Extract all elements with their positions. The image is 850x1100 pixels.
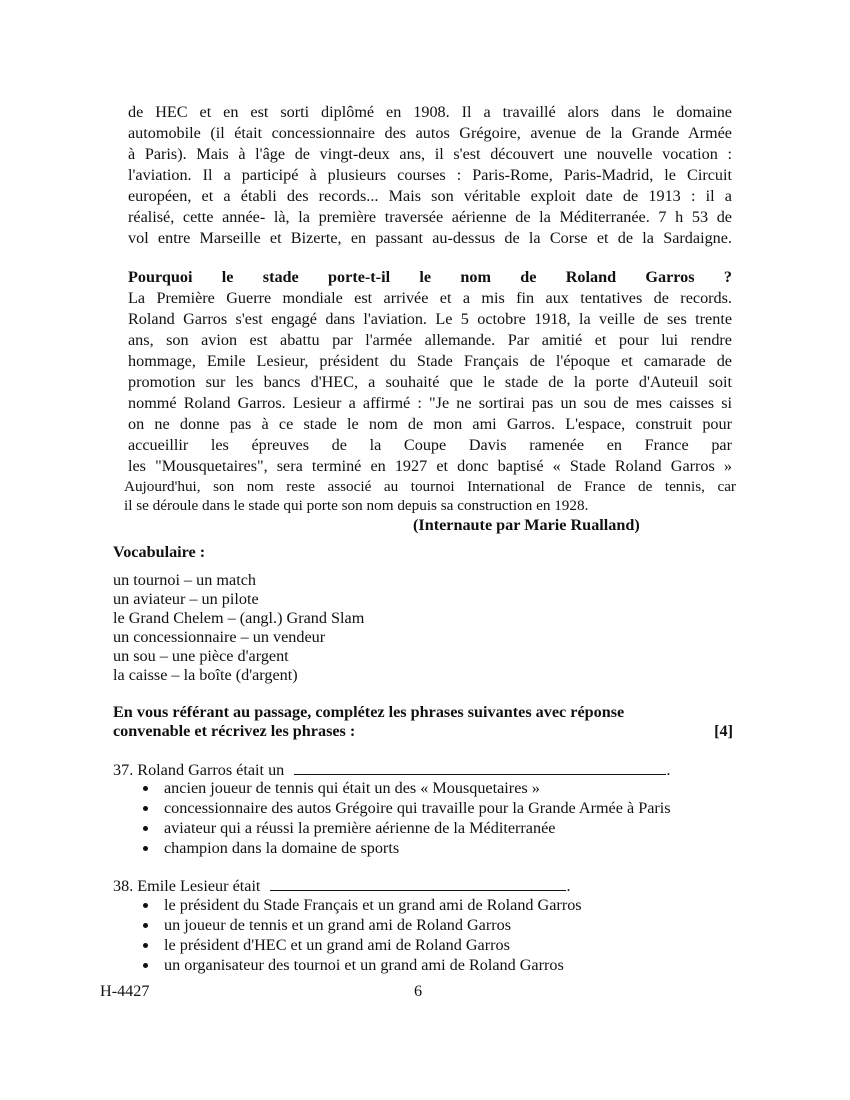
- passage-line: il se déroule dans le stade qui porte son nom depuis sa construction en 1928.: [124, 497, 589, 514]
- vocabulary-item: un concessionnaire – un vendeur: [113, 628, 326, 646]
- question-end: .: [566, 877, 571, 895]
- answer-blank: [294, 760, 666, 775]
- heading-word: ?: [723, 268, 732, 286]
- option-item: champion dans la domaine de sports: [140, 838, 671, 858]
- question-38-options: [140, 895, 582, 975]
- passage-line: vol entre Marseille et Bizerte, en passant au-dessus de la Corse et de la Sardaigne.: [128, 229, 732, 247]
- vocabulary-item: la caisse – la boîte (d'argent): [113, 666, 298, 684]
- question-instructions: [113, 703, 733, 741]
- question-end: .: [666, 761, 671, 779]
- passage-line: réalisé, cette année- là, la première traversée aérienne de la Méditerranée. 7 h 53 de: [128, 208, 732, 226]
- answer-blank: [270, 876, 566, 891]
- passage-line: l'aviation. Il a participé à plusieurs courses : Paris-Rome, Paris-Madrid, le Circuit: [128, 166, 732, 184]
- passage-credit: (Internaute par Marie Rualland): [413, 516, 640, 534]
- heading-word: Roland: [565, 268, 617, 286]
- heading-word: le: [221, 268, 234, 286]
- passage-line: hommage, Emile Lesieur, président du Stade Français de l'époque et camarade de: [128, 352, 732, 370]
- instructions-line: En vous référant au passage, complétez les phrases suivantes avec réponse: [113, 703, 625, 721]
- vocabulary-item: un sou – une pièce d'argent: [113, 647, 289, 665]
- question-38-stem: [113, 876, 571, 896]
- passage-line: automobile (il était concessionnaire des autos Grégoire, avenue de la Grande Armée: [128, 124, 732, 142]
- heading-word: de: [520, 268, 537, 286]
- exam-code: H-4427: [100, 982, 150, 1000]
- passage-line: on ne donne pas à ce stade le nom de mon ami Garros. L'espace, construit pour: [128, 415, 732, 433]
- passage-line: à Paris). Mais à l'âge de vingt-deux ans, il s'est découvert une nouvelle vocation :: [128, 145, 732, 163]
- option-item: un joueur de tennis et un grand ami de Roland Garros: [140, 915, 582, 935]
- passage-line: ans, son avion est abattu par l'armée allemande. Par amitié et pour lui rendre: [128, 331, 732, 349]
- passage-line: accueillir les épreuves de la Coupe Davis ramenée en France par: [128, 436, 732, 454]
- passage-paragraph-1: [128, 102, 732, 249]
- passage-line: nommé Roland Garros. Lesieur a affirmé : "Je ne sortirai pas un sou de mes caisses si: [128, 394, 732, 412]
- passage-line: européen, et a établi des records... Mais son véritable exploit date de 1913 : il a: [128, 187, 732, 205]
- vocabulary-item: un aviateur – un pilote: [113, 590, 259, 608]
- passage-paragraph-2: [128, 288, 732, 477]
- question-37-options: [140, 778, 671, 858]
- marks-label: [4]: [714, 722, 733, 740]
- vocabulary-title: Vocabulaire :: [113, 543, 206, 561]
- heading-word: le: [419, 268, 432, 286]
- option-item: le président du Stade Français et un grand ami de Roland Garros: [140, 895, 582, 915]
- option-item: un organisateur des tournoi et un grand ami de Roland Garros: [140, 955, 582, 975]
- passage-paragraph-3: [124, 477, 736, 515]
- vocabulary-item: un tournoi – un match: [113, 571, 256, 589]
- option-item: le président d'HEC et un grand ami de Roland Garros: [140, 935, 582, 955]
- passage-line: promotion sur les bancs d'HEC, a souhaité que le stade de la porte d'Auteuil soit: [128, 373, 732, 391]
- instructions-line: convenable et récrivez les phrases :: [113, 722, 356, 740]
- question-text: 38. Emile Lesieur était: [113, 877, 261, 895]
- passage-line: de HEC et en est sorti diplômé en 1908. Il a travaillé alors dans le domaine: [128, 103, 732, 121]
- heading-word: Pourquoi: [128, 268, 193, 286]
- passage-line: Roland Garros s'est engagé dans l'aviation. Le 5 octobre 1918, la veille de ses trente: [128, 310, 732, 328]
- question-37-stem: [113, 760, 670, 780]
- passage-line: les "Mousquetaires", sera terminé en 1927 et donc baptisé « Stade Roland Garros »: [128, 457, 732, 475]
- option-item: concessionnaire des autos Grégoire qui travaille pour la Grande Armée à Paris: [140, 798, 671, 818]
- heading-word: stade: [262, 268, 299, 286]
- passage-line: Aujourd'hui, son nom reste associé au tournoi International de France de tennis, car: [124, 478, 736, 495]
- vocabulary-item: le Grand Chelem – (angl.) Grand Slam: [113, 609, 365, 627]
- passage-heading: [128, 267, 732, 288]
- option-item: ancien joueur de tennis qui était un des « Mousquetaires »: [140, 778, 671, 798]
- heading-word: porte-t-il: [328, 268, 391, 286]
- page-number: 6: [414, 982, 423, 1000]
- heading-word: Garros: [645, 268, 695, 286]
- vocabulary-list: [113, 571, 364, 685]
- option-item: aviateur qui a réussi la première aérienne de la Méditerranée: [140, 818, 671, 838]
- passage-line: La Première Guerre mondiale est arrivée et a mis fin aux tentatives de records.: [128, 289, 732, 307]
- question-text: 37. Roland Garros était un: [113, 761, 285, 779]
- heading-word: nom: [460, 268, 491, 286]
